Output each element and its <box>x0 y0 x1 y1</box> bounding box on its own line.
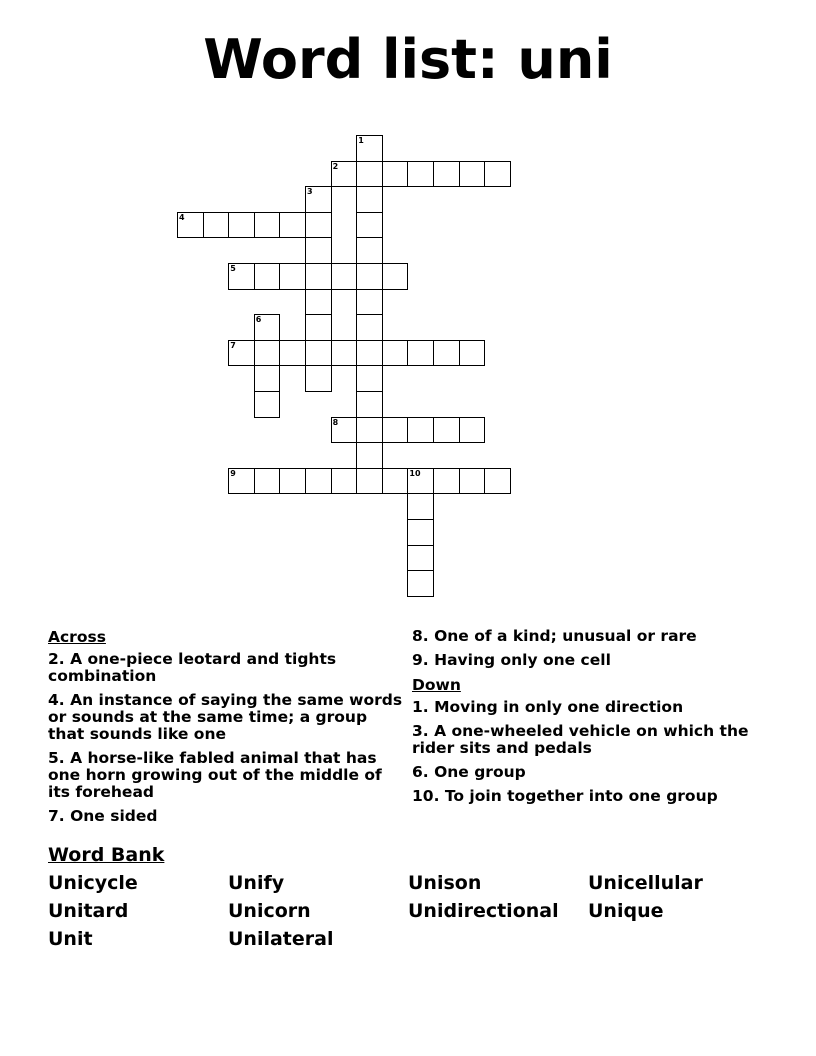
grid-cell[interactable] <box>331 263 358 290</box>
clue-number: 6. <box>412 763 429 781</box>
grid-cell[interactable] <box>331 417 358 444</box>
grid-cell[interactable] <box>356 314 383 341</box>
grid-clue-number: 4 <box>179 212 185 222</box>
word-bank-item: Unidirectional <box>408 900 559 922</box>
grid-cell[interactable] <box>279 340 306 367</box>
clue-number: 7. <box>48 807 65 825</box>
clue-number: 10. <box>412 787 440 805</box>
grid-cell[interactable] <box>254 314 281 341</box>
down-heading: Down <box>412 676 461 694</box>
grid-cell[interactable] <box>356 263 383 290</box>
word-bank-item: Unilateral <box>228 928 334 950</box>
grid-cell[interactable] <box>382 263 409 290</box>
clue-number: 8. <box>412 627 429 645</box>
grid-cell[interactable] <box>433 468 460 495</box>
clue-down-1 <box>412 699 772 716</box>
word-bank-item: Unify <box>228 872 285 894</box>
grid-clue-number: 2 <box>332 161 339 171</box>
grid-cell[interactable] <box>331 468 358 495</box>
grid-cell[interactable] <box>305 289 332 316</box>
clue-down-10 <box>412 788 772 805</box>
grid-cell[interactable] <box>407 340 434 367</box>
grid-cell[interactable] <box>356 365 383 392</box>
across-heading: Across <box>48 628 106 646</box>
clue-down-3 <box>412 723 772 757</box>
grid-cell[interactable] <box>484 161 511 188</box>
clue-number: 5. <box>48 749 65 767</box>
grid-cell[interactable] <box>228 340 255 367</box>
grid-cell[interactable] <box>356 468 383 495</box>
clues-left-column <box>48 628 403 832</box>
word-bank-item: Unicycle <box>48 872 138 894</box>
clues-right-column <box>412 628 772 812</box>
grid-cell[interactable] <box>407 570 434 597</box>
grid-cell[interactable] <box>356 212 383 239</box>
grid-clue-number: 3 <box>307 187 313 197</box>
grid-cell[interactable] <box>356 340 383 367</box>
grid-cell[interactable] <box>331 161 358 188</box>
grid-cell[interactable] <box>459 417 486 444</box>
clue-across-4 <box>48 692 403 743</box>
grid-cell[interactable] <box>254 365 281 392</box>
grid-clue-number: 9 <box>230 468 236 478</box>
grid-cell[interactable] <box>279 212 306 239</box>
grid-cell[interactable] <box>407 417 434 444</box>
grid-cell[interactable] <box>382 468 409 495</box>
grid-cell[interactable] <box>382 417 409 444</box>
grid-cell[interactable] <box>459 468 486 495</box>
grid-cell[interactable] <box>305 212 332 239</box>
grid-cell[interactable] <box>356 237 383 264</box>
grid-cell[interactable] <box>305 468 332 495</box>
clue-number: 1. <box>412 698 429 716</box>
grid-cell[interactable] <box>459 340 486 367</box>
grid-cell[interactable] <box>228 468 255 495</box>
grid-cell[interactable] <box>433 161 460 188</box>
grid-cell[interactable] <box>356 186 383 213</box>
grid-cell[interactable] <box>177 212 204 239</box>
grid-cell[interactable] <box>254 340 281 367</box>
grid-cell[interactable] <box>356 391 383 418</box>
clue-text: An instance of saying the same words or sounds at the same time; a group that sounds like one <box>48 691 403 743</box>
grid-cell[interactable] <box>254 391 281 418</box>
grid-cell[interactable] <box>203 212 230 239</box>
clue-text: Moving in only one direction <box>434 698 684 716</box>
clue-text: A horse-like fabled animal that has one horn growing out of the middle of its forehead <box>48 749 382 801</box>
clue-text: A one-piece leotard and tights combination <box>48 650 337 685</box>
page-title: Word list: uni <box>203 28 613 91</box>
grid-cell[interactable] <box>305 237 332 264</box>
word-bank-item: Unique <box>588 900 664 922</box>
grid-cell[interactable] <box>356 442 383 469</box>
clue-across-5 <box>48 750 403 801</box>
clue-number: 9. <box>412 651 429 669</box>
grid-cell[interactable] <box>279 468 306 495</box>
clue-number: 3. <box>412 722 429 740</box>
grid-cell[interactable] <box>484 468 511 495</box>
word-bank-item: Unicorn <box>228 900 311 922</box>
grid-clue-number: 1 <box>358 136 364 145</box>
grid-cell[interactable] <box>407 468 434 495</box>
grid-cell[interactable] <box>228 212 255 239</box>
grid-cell[interactable] <box>459 161 486 188</box>
grid-cell[interactable] <box>407 519 434 546</box>
clue-text: One sided <box>70 807 158 825</box>
clue-across-7 <box>48 808 403 825</box>
grid-cell[interactable] <box>254 468 281 495</box>
grid-cell[interactable] <box>331 340 358 367</box>
grid-cell[interactable] <box>382 340 409 367</box>
grid-clue-number: 7 <box>230 340 236 350</box>
grid-cell[interactable] <box>305 365 332 392</box>
clue-across-9 <box>412 652 772 669</box>
grid-cell[interactable] <box>305 263 332 290</box>
grid-cell[interactable] <box>356 135 383 162</box>
grid-cell[interactable] <box>407 161 434 188</box>
grid-cell[interactable] <box>305 340 332 367</box>
grid-clue-number: 5 <box>230 264 236 273</box>
grid-cell[interactable] <box>356 417 383 444</box>
clue-text: Having only one cell <box>434 651 611 669</box>
word-bank-title: Word Bank <box>48 844 165 866</box>
clue-text: To join together into one group <box>444 787 718 805</box>
word-bank-item: Unicellular <box>588 872 703 894</box>
grid-clue-number: 10 <box>409 468 421 478</box>
word-bank-item: Unison <box>408 872 482 894</box>
clue-across-8 <box>412 628 772 645</box>
word-bank-item: Unit <box>48 928 93 950</box>
grid-cell[interactable] <box>382 161 409 188</box>
clue-text: One group <box>434 763 526 781</box>
grid-cell[interactable] <box>356 161 383 188</box>
clue-number: 4. <box>48 691 65 709</box>
grid-cell[interactable] <box>433 417 460 444</box>
clue-down-6 <box>412 764 772 781</box>
clue-text: One of a kind; unusual or rare <box>434 627 697 645</box>
grid-cell[interactable] <box>356 289 383 316</box>
word-bank-item: Unitard <box>48 900 129 922</box>
grid-cell[interactable] <box>305 314 332 341</box>
grid-cell[interactable] <box>433 340 460 367</box>
grid-cell[interactable] <box>305 186 332 213</box>
grid-cell[interactable] <box>407 545 434 572</box>
grid-cell[interactable] <box>254 212 281 239</box>
clue-across-2 <box>48 651 403 685</box>
grid-cell[interactable] <box>407 493 434 520</box>
grid-cell[interactable] <box>279 263 306 290</box>
grid-cell[interactable] <box>228 263 255 290</box>
grid-clue-number: 6 <box>255 315 262 325</box>
grid-clue-number: 8 <box>332 417 339 427</box>
grid-cell[interactable] <box>254 263 281 290</box>
clue-text: A one-wheeled vehicle on which the rider sits and pedals <box>412 722 749 757</box>
clue-number: 2. <box>48 650 65 668</box>
